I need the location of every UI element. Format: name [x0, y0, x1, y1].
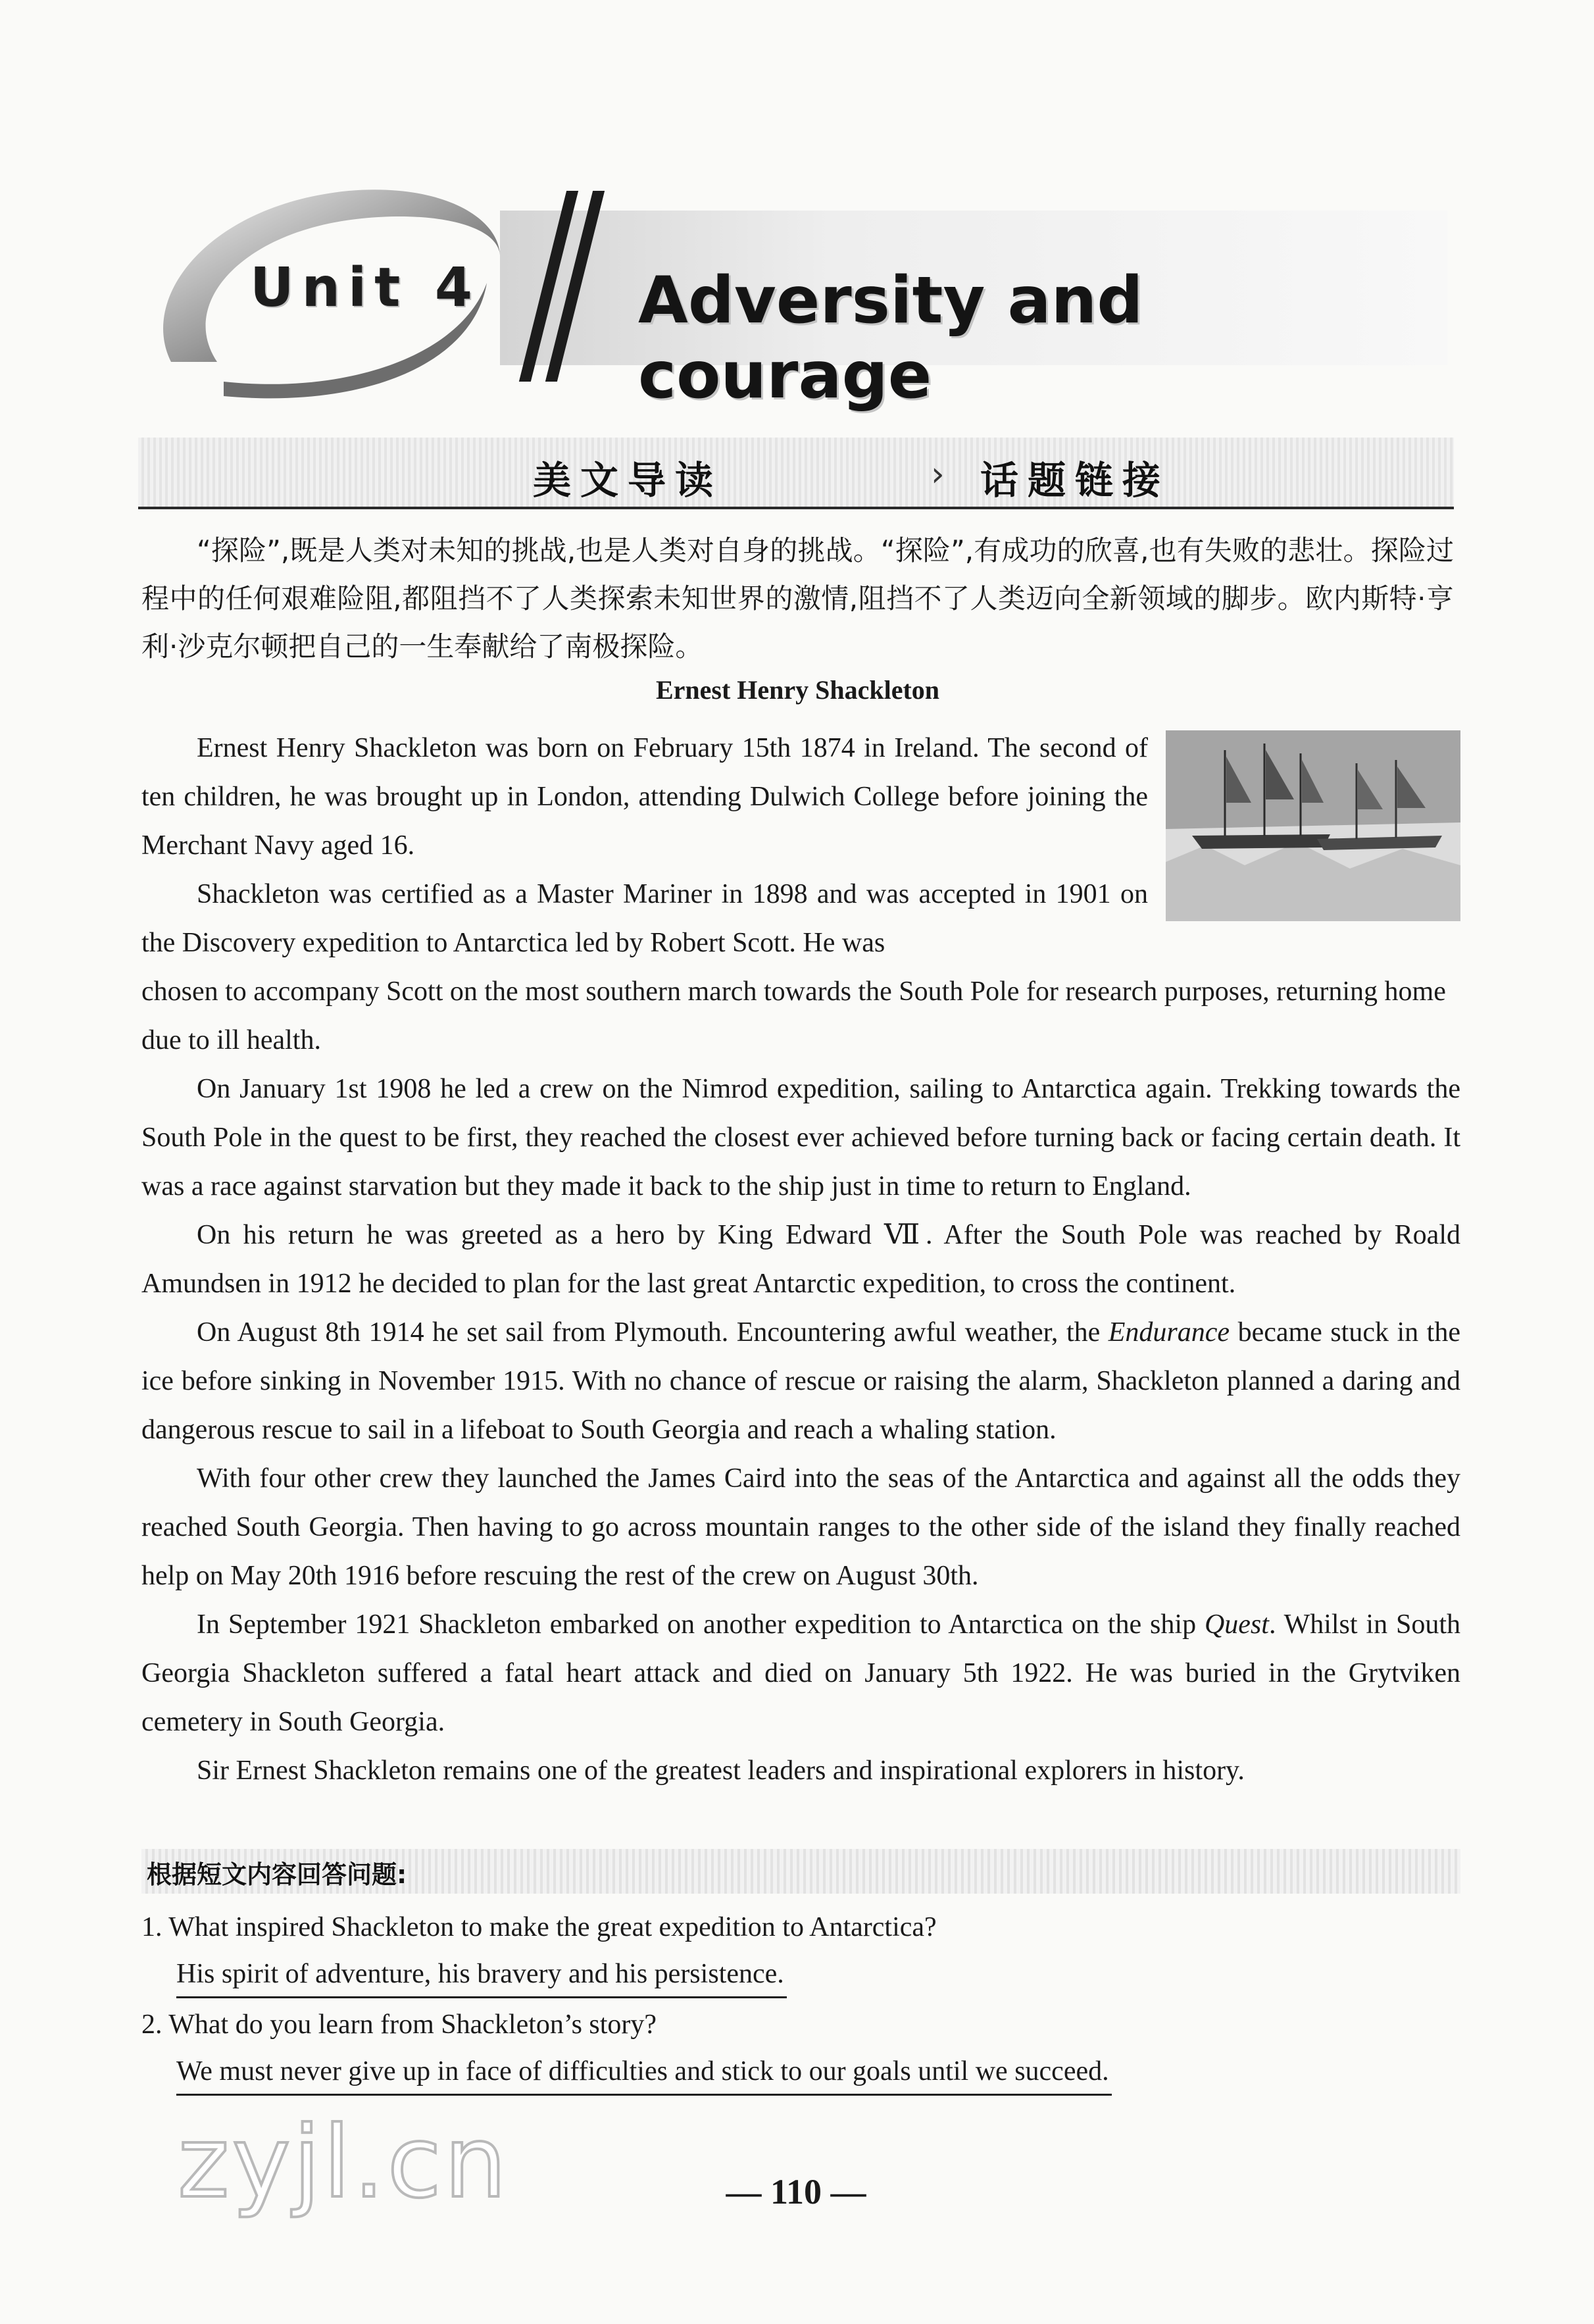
- answer-1: His spirit of adventure, his bravery and his persistence.: [176, 1954, 787, 1998]
- article-paragraph: On his return he was greeted as a hero by King Edward Ⅶ. After the South Pole was reached by Roald Amundsen in 1912 he decided to plan for the last great Antarctic expedition, to cross the continent.: [141, 1220, 1460, 1299]
- article-paragraph: With four other crew they launched the James Caird into the seas of the Antarctica and against all the odds they reached South Georgia. Then having to go across mountain ranges to the other side of the island they finally reached help on May 20th 1916 before rescuing the rest of the crew on August 30th.: [141, 1463, 1460, 1591]
- intro-paragraph: “探险”,既是人类对未知的挑战,也是人类对自身的挑战。“探险”,有成功的欣喜,也有失败的悲壮。探险过程中的任何艰难险阻,都阻挡不了人类探索未知世界的激情,阻挡不了人类迈向全新领域的脚步。欧内斯特·亨利·沙克尔顿把自己的一生奉献给了南极探险。: [141, 534, 1454, 663]
- article-paragraph: On January 1st 1908 he led a crew on the Nimrod expedition, sailing to Antarctica again. Trekking towards the South Pole in the quest to be first, they reached the closest ever achieved before turning back or facing certain death. It was a race against starvation but they made it back to the ship just in time to return to England.: [141, 1074, 1460, 1201]
- questions-header-bar: [141, 1849, 1460, 1894]
- unit-banner: [132, 164, 1454, 415]
- unit-number-label: Unit 4: [250, 257, 480, 319]
- article-paragraph: [141, 1600, 1460, 1746]
- section-title-topic: 话题链接: [980, 458, 1170, 503]
- unit-title: Adversity and courage: [638, 263, 1143, 413]
- text-segment: became stuck in the ice before sinking in November 1915. With no chance of rescue or raising the alarm, Shackleton planned a daring and dangerous rescue to sail in a lifeboat to South Georgia and reach a whaling station.: [141, 1317, 1460, 1445]
- text-segment: In September 1921 Shackleton embarked on another expedition to Antarctica on the ship: [197, 1609, 1205, 1640]
- article-paragraph: Shackleton was certified as a Master Mariner in 1898 and was accepted in 1901 on the Discovery expedition to Antarctica led by Robert Scott. He was: [141, 879, 1148, 958]
- question-2: 2. What do you learn from Shackleton’s story?: [141, 2009, 657, 2040]
- site-watermark: zyjl.cn: [178, 2106, 510, 2220]
- answer-2: We must never give up in face of difficulties and stick to our goals until we succeed.: [176, 2052, 1112, 2096]
- questions-header: 根据短文内容回答问题:: [147, 1860, 407, 1889]
- text-segment: On August 8th 1914 he set sail from Plymouth. Encountering awful weather, the: [197, 1317, 1108, 1348]
- section-heading-bar: [138, 438, 1454, 509]
- article-paragraph: [141, 1308, 1460, 1454]
- section-title-reading: 美文导读: [533, 458, 723, 503]
- article-title: Ernest Henry Shackleton: [655, 675, 940, 705]
- page-number: — 110 —: [726, 2172, 866, 2211]
- question-1: 1. What inspired Shackleton to make the great expedition to Antarctica?: [141, 1912, 937, 1942]
- ship-name: Endurance: [1108, 1317, 1230, 1348]
- chevron-right-icon: ›: [931, 455, 945, 494]
- article-paragraph: Sir Ernest Shackleton remains one of the greatest leaders and inspirational explorers in history.: [197, 1756, 1245, 1786]
- article-paragraph-continued: chosen to accompany Scott on the most southern march towards the South Pole for research purposes, returning home due to ill health.: [141, 976, 1446, 1055]
- article-paragraph: Ernest Henry Shackleton was born on February 15th 1874 in Ireland. The second of ten children, he was brought up in London, attending Dulwich College before joining the Merchant Navy aged 16.: [141, 733, 1148, 861]
- text-segment: . Whilst in South Georgia Shackleton suffered a fatal heart attack and died on January 5th 1922. He was buried in the Grytviken cemetery in South Georgia.: [141, 1609, 1461, 1737]
- article-body: [141, 724, 1460, 1795]
- ship-name: Quest: [1204, 1609, 1269, 1640]
